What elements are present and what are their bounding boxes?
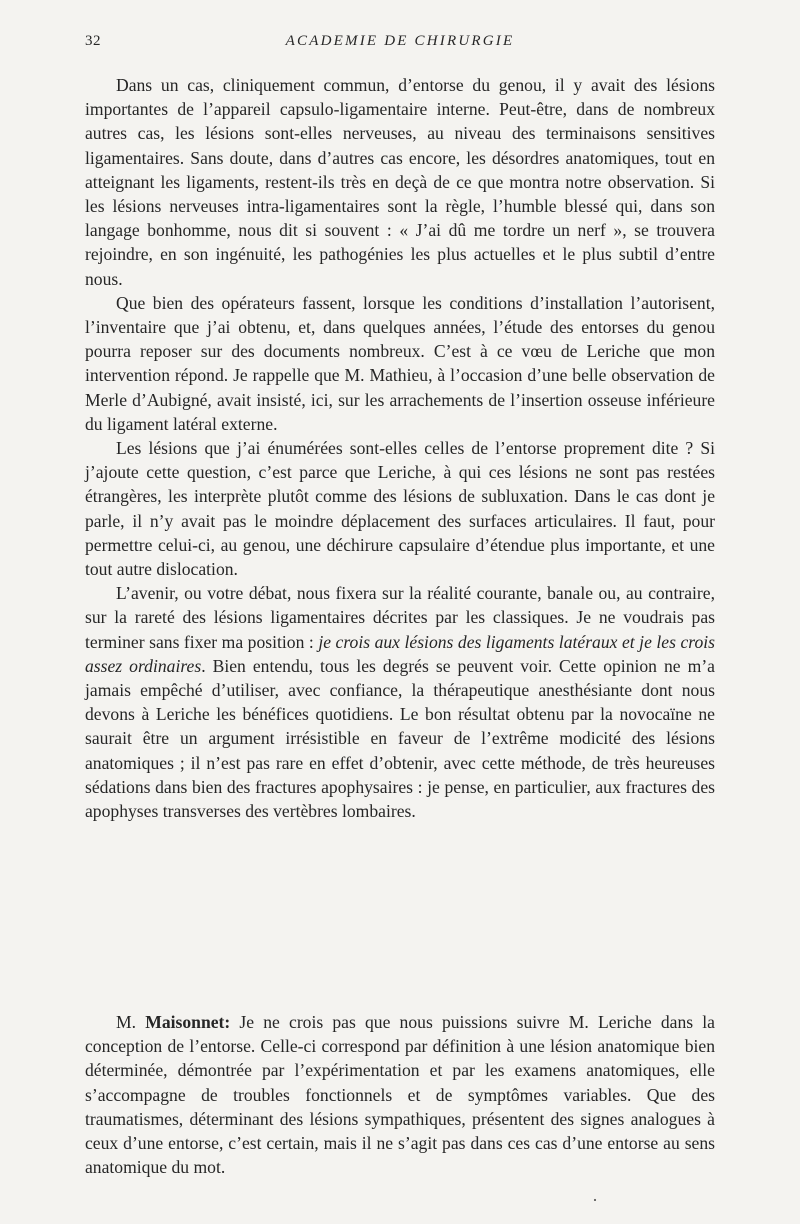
running-title: ACADEMIE DE CHIRURGIE <box>285 33 515 49</box>
speaker-name: Maisonnet <box>145 1012 225 1032</box>
discussion-text <box>85 73 715 823</box>
page-header <box>85 33 715 55</box>
paragraph-2: Que bien des opérateurs fassent, lorsque les conditions d’installation l’autorisent, l’inventaire que j’ai obtenu, et, dans quelques années, l’étude des entorses du genou pourra reposer sur des documents nombreux. C’est à ce vœu de Leriche que mon intervention répond. Je rappelle que M. Mathieu, à l’occasion d’une belle observation de Merle d’Aubigné, avait insisté, ici, sur les arrachements de l’insertion osseuse inférieure du ligament latéral externe. <box>85 292 715 434</box>
speaker-title: M. <box>116 1012 146 1032</box>
paragraph-4 <box>85 581 715 823</box>
intervention-paragraph <box>85 1010 715 1179</box>
maisonnet-intervention <box>85 1010 715 1179</box>
intervention-text: Je ne crois pas que nous puissions suivre M. Leriche dans la conception de l’entorse. Celle-ci correspond par définition à une lésion anatomique bien déterminée, démontrée par l’expérimentation et par les examens anatomiques, elle s’accompagne de troubles fonctionnels et de symptômes variables. Que des traumatismes, déterminant des lésions sympathiques, présentent des signes analogues à ceux d’une entorse, c’est certain, mais il ne s’agit pas dans ces cas d’une entorse au sens anatomique du mot. <box>85 1012 715 1178</box>
paragraph-1: Dans un cas, cliniquement commun, d’entorse du genou, il y avait des lésions importantes de l’appareil capsulo-ligamentaire interne. Peut-être, dans de nombreux autres cas, les lésions sont-elles nerveuses, au niveau des terminaisons sensitives ligamentaires. Sans doute, dans d’autres cas encore, les désordres anatomiques, tout en atteignant les ligaments, restent-ils très en deçà de ce que montra notre observation. Si les lésions nerveuses intra-ligamentaires sont la règle, l’humble blessé qui, dans son langage bonhomme, nous dit si souvent : « J’ai dû me tordre un nerf », se trouvera rejoindre, en son ingénuité, les pathogénies les plus actuelles et le plus subtil d’entre nous. <box>85 75 715 289</box>
paragraph-4-part-1: L’avenir, ou votre débat, nous fixera sur la réalité courante, banale ou, au contraire, sur la rareté des lésions ligamentaires décrites par les classiques. Je ne voudrais pas terminer sans fixer ma position : <box>85 583 715 652</box>
page-number: 32 <box>85 33 101 49</box>
paragraph-4-part-2: . Bien entendu, tous les degrés se peuvent voir. Cette opinion ne m’a jamais empêché d’utiliser, avec confiance, la thérapeutique anesthésiante dont nous devons à Leriche les bénéfices quotidiens. Le bon résultat obtenu par la novocaïne ne saurait être un argument irrésistible en faveur de l’extrême modicité des lésions anatomiques ; il n’est pas rare en effet d’obtenir, avec cette méthode, de très heureuses sédations dans bien des fractures apophysaires : je pense, en particulier, aux fractures des apophyses transverses des vertèbres lombaires. <box>85 655 715 822</box>
print-mark: · <box>592 1190 598 1210</box>
paragraph-3: Les lésions que j’ai énumérées sont-elles celles de l’entorse proprement dite ? Si j’ajoute cette question, c’est parce que Leriche, à qui ces lésions ne sont pas restées étrangères, les interprète plutôt comme des lésions de subluxation. Dans le cas dont je parle, il n’y avait pas le moindre déplacement des surfaces articulaires. Il faut, pour permettre celui-ci, au genou, une déchirure capsulaire d’étendue plus importante, et une tout autre dislocation. <box>85 438 715 580</box>
speaker-separator: : <box>224 1012 240 1032</box>
paragraph-4-italic-statement: je crois aux lésions des ligaments latéraux et je les crois assez ordinaires <box>85 631 715 676</box>
